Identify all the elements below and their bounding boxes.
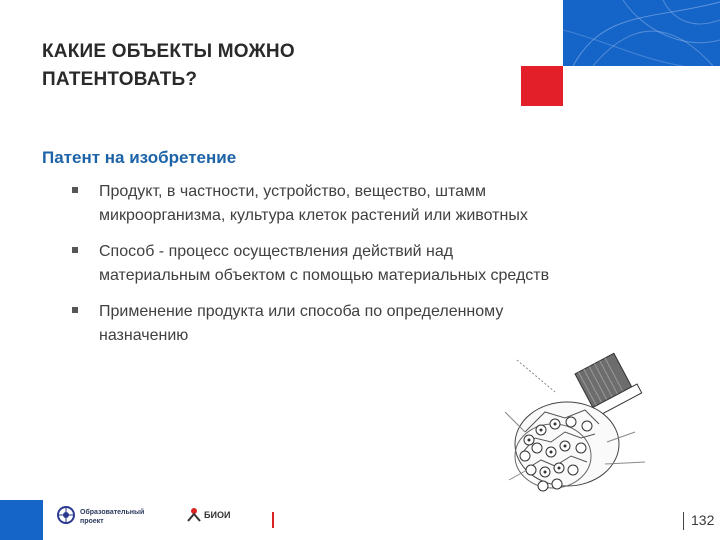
decorative-curves (563, 0, 720, 66)
logo-text (80, 508, 144, 526)
bullet-square-icon (72, 187, 78, 193)
bullet-list (70, 180, 680, 360)
bullet-item (70, 180, 680, 228)
drill-bit-illustration (495, 352, 665, 502)
section-heading: Патент на изобретение (42, 148, 237, 167)
bullet-square-icon (72, 247, 78, 253)
bullet-item (70, 240, 680, 288)
educational-project-logo (56, 504, 166, 528)
title-line: ПАТЕНТОВАТЬ? (42, 69, 198, 90)
partner-logo (186, 505, 266, 527)
title-line: КАКИЕ ОБЪЕКТЫ МОЖНО (42, 41, 295, 62)
partner-emblem-icon (186, 505, 202, 525)
bullet-square-icon (72, 307, 78, 313)
globe-icon (56, 505, 76, 525)
slide-title (42, 38, 482, 94)
logo-text: БИОИ (204, 510, 231, 520)
logo-text-line: проект (80, 518, 104, 525)
bullet-text-line: Применение продукта или способа по определенному (99, 303, 504, 320)
decorative-red-block (521, 66, 563, 106)
bullet-text-line: назначению (99, 327, 189, 344)
footer-separator (683, 512, 684, 530)
page-number: 132 (691, 512, 715, 528)
bullet-text-line: микроорганизма, культура клеток растений или животных (99, 207, 528, 224)
decorative-blue-block (563, 0, 720, 66)
logo-text-line: Образовательный (80, 509, 145, 516)
footer-blue-block (0, 500, 43, 540)
bullet-text-line: Способ - процесс осуществления действий над (99, 243, 454, 260)
footer-separator (272, 512, 274, 528)
bullet-item (70, 300, 680, 348)
bullet-text-line: Продукт, в частности, устройство, вещество, штамм (99, 183, 487, 200)
bullet-text-line: материальным объектом с помощью материальных средств (99, 267, 550, 284)
